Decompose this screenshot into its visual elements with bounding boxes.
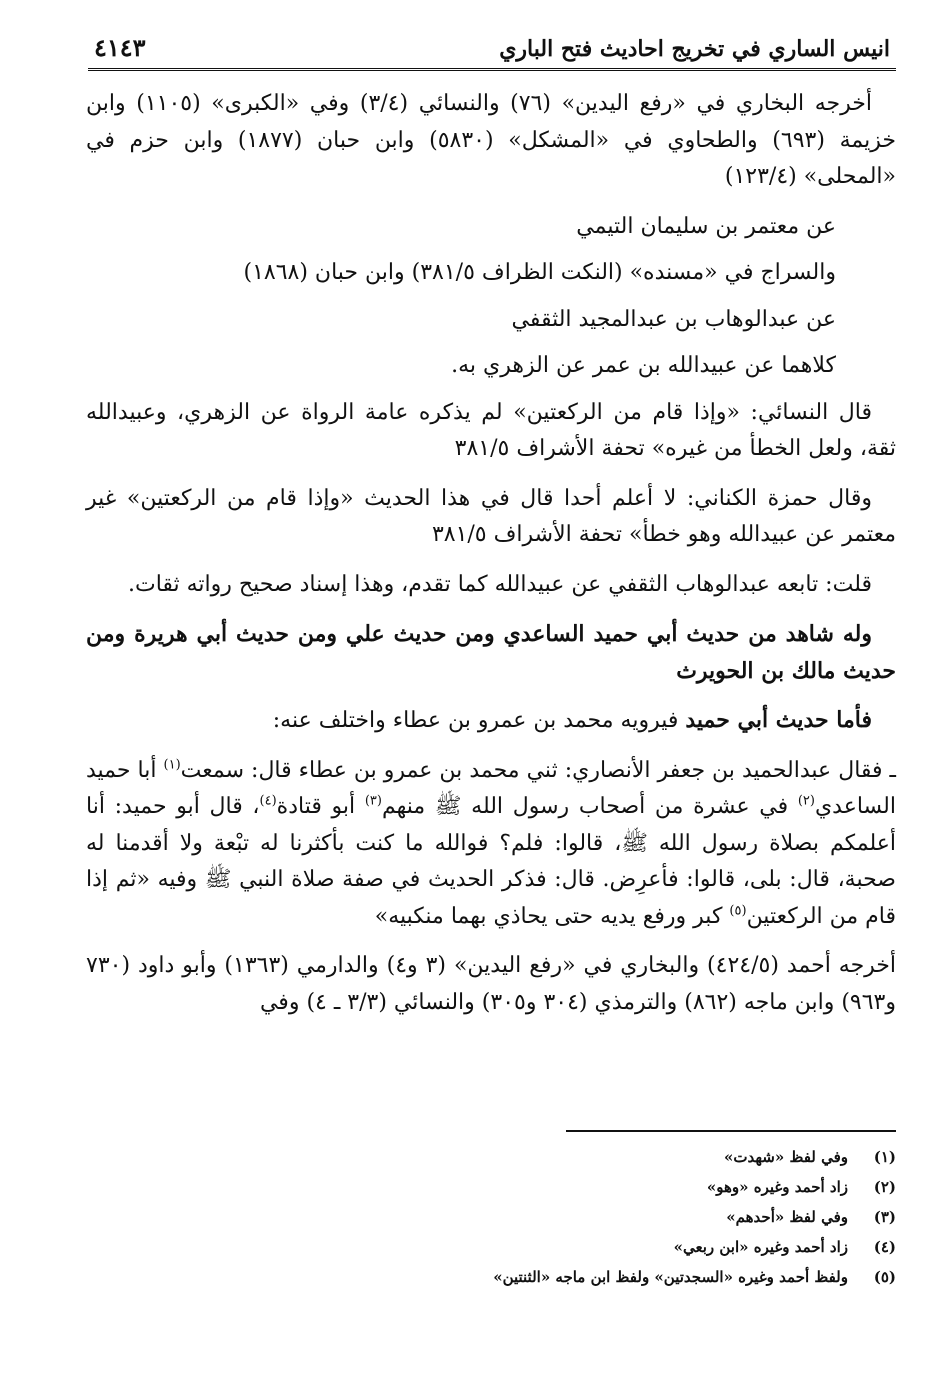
footnote-item bbox=[300, 1142, 896, 1172]
hadith-text-part: ـ فقال عبدالحميد بن جعفر الأنصاري: ثني محمد بن عمرو بن عطاء قال: سمعت bbox=[180, 757, 897, 783]
footnote-number: (٢) bbox=[873, 1178, 896, 1196]
footnote-item bbox=[300, 1172, 896, 1202]
paragraph-takhrij-2: أخرجه أحمد (٤٢٤/٥) والبخاري في «رفع اليدين» (٣ و٤) والدارمي (١٣٦٣) وأبو داود (٧٣٠ و٩٦٣) وابن ماجه (٨٦٢) والترمذي (٣٠٤ و٣٠٥) والنسائي (٣/٣ ـ ٤) وفي bbox=[86, 953, 897, 1015]
footnote-divider bbox=[566, 1130, 896, 1132]
footnote-ref-1: (١) bbox=[163, 757, 181, 773]
hadith-text-part: ، قال أبو حميد: أنا أعلمكم بصلاة رسول الله ﷺ، قالوا: فلم؟ فوالله ما كنت بأكثرنا له تبْعة ولا أقدمنا له صحبة، قال: بلى، قالوا: فأعرِض. قال: فذكر الحديث في صفة صلاة النبي ﷺ وفيه «ثم إذا قام من الركعتين bbox=[86, 794, 896, 929]
book-title: انيس الساري في تخريج احاديث فتح الباري bbox=[499, 36, 890, 62]
paragraph-kinani-quote: وقال حمزة الكناني: لا أعلم أحدا قال في هذا الحديث «وإذا قام من الركعتين» غير معتمر عن عبيدالله وهو خطأ» تحفة الأشراف ٣٨١/٥ bbox=[86, 485, 896, 547]
paragraph-chain-4: كلاهما عن عبيدالله بن عمر عن الزهري به. bbox=[451, 353, 836, 378]
footnote-ref-5: (٥) bbox=[729, 903, 747, 919]
paragraph-hadith-text bbox=[86, 753, 896, 936]
footnote-item bbox=[300, 1202, 896, 1232]
paragraph-chain-3: عن عبدالوهاب بن عبدالمجيد الثقفي bbox=[511, 306, 836, 332]
footnote-text: زاد أحمد وغيره «ابن ربعي» bbox=[673, 1238, 848, 1256]
paragraph-chain-1: عن معتمر بن سليمان التيمي bbox=[576, 213, 836, 239]
hadith-text-part: كبر ورفع يديه حتى يحاذي بهما منكبيه» bbox=[374, 903, 730, 929]
paragraph-shawahid: وله شاهد من حديث أبي حميد الساعدي ومن حديث علي ومن حديث أبي هريرة ومن حديث مالك بن الحويرث bbox=[86, 621, 896, 684]
footnote-ref-4: (٤) bbox=[259, 793, 277, 809]
hadith-text-part: في عشرة من أصحاب رسول الله ﷺ منهم bbox=[381, 794, 798, 819]
footnote-ref-2: (٢) bbox=[797, 793, 815, 809]
page-number: ٤١٤٣ bbox=[94, 33, 146, 62]
page-header bbox=[88, 22, 896, 71]
footnote-number: (١) bbox=[873, 1148, 896, 1166]
footnote-ref-3: (٣) bbox=[364, 793, 382, 809]
footnote-text: زاد أحمد وغيره «وهو» bbox=[706, 1178, 848, 1196]
footnote-text: وفي لفظ «شهدت» bbox=[724, 1148, 848, 1166]
footnote-number: (٤) bbox=[873, 1238, 896, 1256]
paragraph-nasai-quote: قال النسائي: «وإذا قام من الركعتين» لم يذكره عامة الرواة عن الزهري، وعبيدالله ثقة، ولعل الخطأ من غيره» تحفة الأشراف ٣٨١/٥ bbox=[86, 399, 896, 461]
hadith-text-part: أبا حميد الساعدي bbox=[86, 757, 896, 819]
main-text bbox=[86, 86, 896, 1034]
hadith-text-part: أبو قتادة bbox=[276, 794, 365, 819]
paragraph-takhrij-1: أخرجه البخاري في «رفع اليدين» (٧٦) والنسائي (٣/٤) وفي «الكبرى» (١١٠٥) وابن خزيمة (٦٩٣) والطحاوي في «المشكل» (٥٨٣٠) وابن حبان (١٨٧٧) وابن حزم في «المحلى» (١٢٣/٤) bbox=[86, 91, 896, 189]
paragraph-author-note: قلت: تابعه عبدالوهاب الثقفي عن عبيدالله كما تقدم، وهذا إسناد صحيح رواته ثقات. bbox=[127, 571, 872, 597]
abu-humaid-heading: فأما حديث أبي حميد bbox=[685, 707, 872, 733]
footnote-item bbox=[300, 1262, 896, 1292]
footnote-number: (٥) bbox=[873, 1268, 896, 1286]
footnote-item bbox=[300, 1232, 896, 1262]
footnotes bbox=[300, 1142, 896, 1292]
footnote-number: (٣) bbox=[873, 1208, 896, 1226]
abu-humaid-intro-text: فيرويه محمد بن عمرو بن عطاء واختلف عنه: bbox=[272, 708, 686, 733]
footnote-text: وفي لفظ «أحدهم» bbox=[726, 1208, 848, 1226]
paragraph-abu-humaid-intro bbox=[86, 702, 896, 740]
footnote-text: ولفظ أحمد وغيره «السجدتين» ولفظ ابن ماجه «الثنتين» bbox=[493, 1268, 848, 1286]
paragraph-chain-2: والسراج في «مسنده» (النكت الظراف ٣٨١/٥) وابن حبان (١٨٦٨) bbox=[243, 260, 836, 285]
